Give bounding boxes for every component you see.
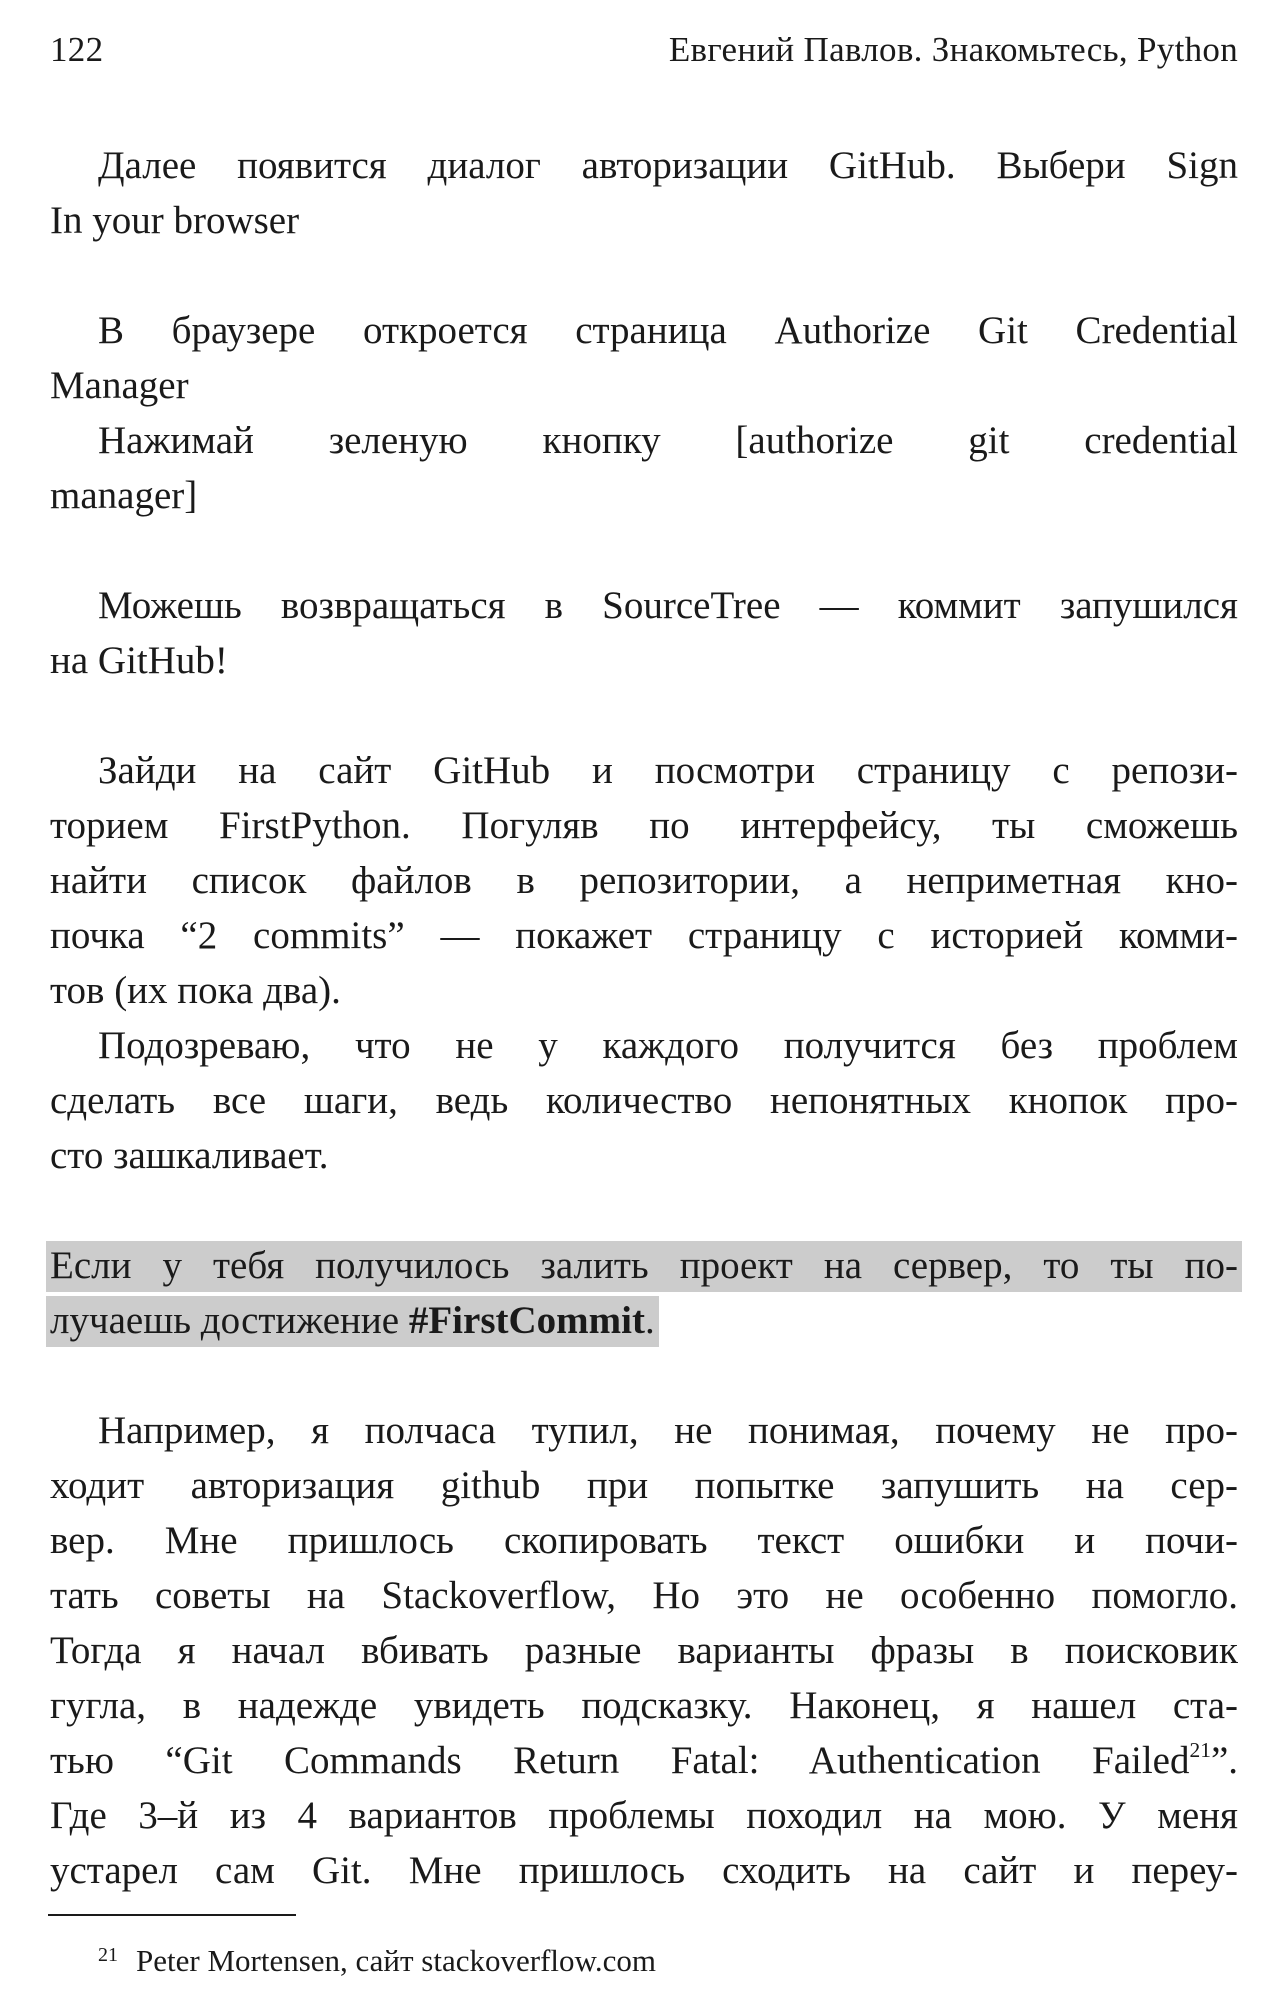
text-line: почка “2 commits” — покажет страницу с историей комми- (50, 914, 1238, 957)
text-run: тью “Git Commands Return Fatal: Authentication Failed (50, 1739, 1190, 1782)
text-line: Manager (50, 364, 189, 407)
achievement-callout (50, 1238, 1238, 1348)
text-line: тать советы на Stackoverflow, Но это не особенно помогло. (50, 1574, 1238, 1617)
text-run: . (644, 1299, 655, 1342)
paragraph (50, 138, 1238, 248)
text-line: Далее появится диалог авторизации GitHub. Выбери Sign (98, 144, 1238, 187)
text-line: сто зашкаливает. (50, 1134, 329, 1177)
text-line: Где 3–й из 4 вариантов проблемы походил на мою. У меня (50, 1794, 1238, 1837)
text-line: тов (их пока два). (50, 969, 341, 1012)
paragraph (50, 578, 1238, 688)
text-line (50, 1733, 1238, 1788)
text-line: In your browser (50, 199, 300, 242)
text-line: Нажимай зеленую кнопку [authorize git credential (98, 419, 1238, 462)
footnote-text: Peter Mortensen, сайт stackoverflow.com (136, 1943, 657, 1978)
paragraph (50, 303, 1238, 523)
text-run: лучаешь достижение (50, 1299, 409, 1342)
page-body (50, 138, 1238, 1898)
text-line: сделать все шаги, ведь количество непонятных кнопок про- (50, 1079, 1238, 1122)
footnote-number: 21 (98, 1944, 118, 1966)
text-line: Подозреваю, что не у каждого получится без проблем (98, 1024, 1238, 1067)
footnote-reference[interactable]: 21 (1189, 1737, 1211, 1762)
text-line: вер. Мне пришлось скопировать текст ошибки и почи- (50, 1519, 1238, 1562)
text-line: В браузере откроется страница Authorize Git Credential (98, 309, 1238, 352)
footnote (98, 1935, 656, 1981)
text-line: Зайди на сайт GitHub и посмотри страницу с репози- (98, 749, 1238, 792)
page-number: 122 (50, 30, 104, 69)
text-line: Можешь возвращаться в SourceTree — коммит запушился (98, 584, 1238, 627)
paragraph (50, 1403, 1238, 1898)
text-line: manager] (50, 474, 198, 517)
running-title: Евгений Павлов. Знакомьтесь, Python (668, 30, 1238, 69)
achievement-tag: #FirstCommit (408, 1299, 645, 1342)
text-line: ходит авторизация github при попытке запушить на сер- (50, 1464, 1238, 1507)
text-line: гугла, в надежде увидеть подсказку. Наконец, я нашел ста- (50, 1684, 1238, 1727)
text-line: на GitHub! (50, 639, 228, 682)
text-run: ”. (1210, 1739, 1238, 1782)
text-line: найти список файлов в репозитории, а неприметная кно- (50, 859, 1238, 902)
text-line: Например, я полчаса тупил, не понимая, почему не про- (98, 1409, 1238, 1452)
text-line: торием FirstPython. Погуляв по интерфейсу, ты сможешь (50, 804, 1238, 847)
highlighted-text-line: Если у тебя получилось залить проект на сервер, то ты по- (46, 1241, 1242, 1292)
text-line: Тогда я начал вбивать разные варианты фразы в поисковик (50, 1629, 1238, 1672)
running-header (50, 30, 1238, 80)
footnote-divider (48, 1914, 296, 1916)
text-line: устарел сам Git. Мне пришлось сходить на сайт и переу- (50, 1849, 1238, 1892)
paragraph (50, 743, 1238, 1183)
highlighted-text-line (46, 1296, 659, 1347)
